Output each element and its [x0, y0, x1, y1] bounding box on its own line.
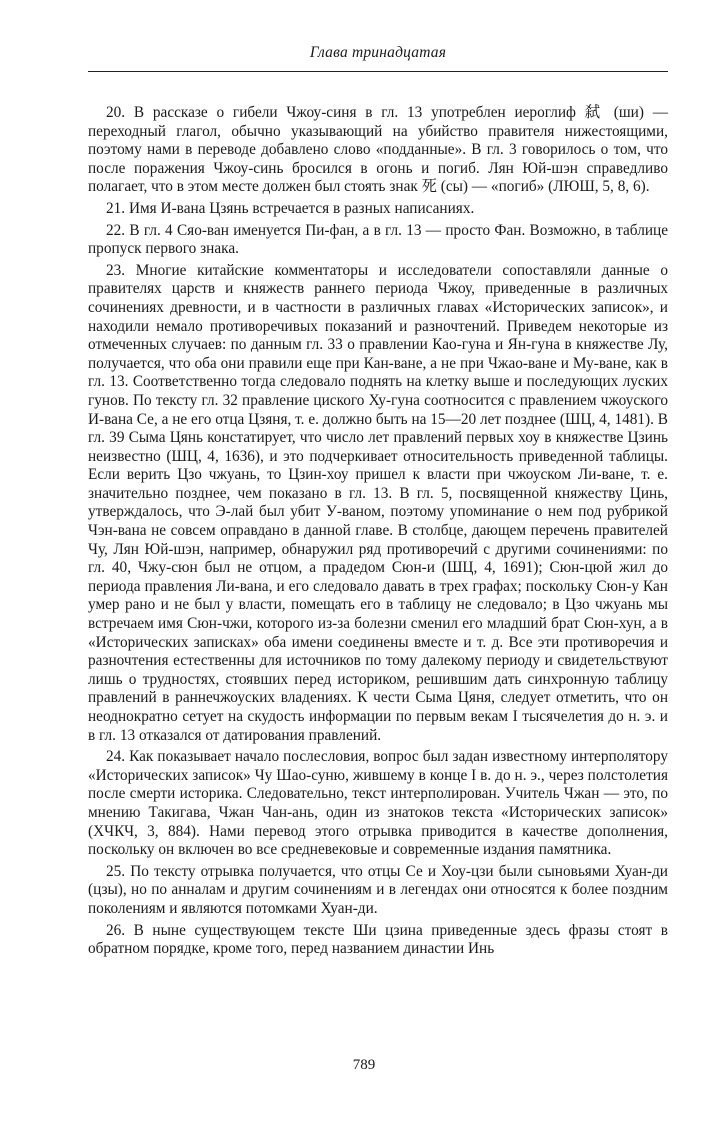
chapter-title: Глава тринадцатая [309, 44, 447, 61]
note-25: 25. По тексту отрывка получается, что отцы Се и Хоу-цзи были сыновьями Хуан-ди (цзы), но по анналам и другим сочинениям и в легендах они относятся к более поздним поколениям и являются потомками Хуан-ди. [88, 862, 668, 917]
note-24: 24. Как показывает начало послесловия, вопрос был задан известному интерполятору «Исторических записок» Чу Шао-суню, жившему в конце I в. до н. э., через полстолетия после смерти историка. Следовательно, текст интерполирован. Учитель Чжан — это, по мнению Такигава, Чжан Чан-ань, один из знатоков текста «Исторических записок» (ХЧКЧ, 3, 884). Нами перевод этого отрывка приводится в качестве дополнения, поскольку он включен во все средневековые и современные издания памятника. [88, 748, 668, 859]
note-23: 23. Многие китайские комментаторы и исследователи сопоставляли данные о правителях царств и княжеств раннего периода Чжоу, приведенные в различных сочинениях древности, и в частности в различных главах «Исторических записок», и находили немало противоречивых показаний и разночтений. Приведем некоторые из отмеченных случаев: по данным гл. 33 о правлении Као-гуна и Ян-гуна в княжестве Лу, получается, что оба они правили еще при Кан-ване, а не при Чжао-ване и Му-ване, как в гл. 13. Соответственно тогда следовало поднять на клетку выше и последующих луских гунов. По тексту гл. 32 правление циского Ху-гуна соотносится с правлением чжоуского И-вана Се, а не его отца Цзяня, т. е. должно быть на 15—20 лет позднее (ШЦ, 4, 1481). В гл. 39 Сыма Цянь констатирует, что число лет правлений первых хоу в княжестве Цзинь неизвестно (ШЦ, 4, 1636), и это подчеркивает относительность приведенной таблицы. Если верить Цзо чжуань, то Цзин-хоу пришел к власти при чжоуском Ли-ване, т. е. значительно позднее, чем показано в гл. 13. В гл. 5, посвященной княжеству Цинь, утверждалось, что Э-лай был убит У-ваном, поэтому упоминание о нем под рубрикой Чэн-вана не совсем оправдано в данной главе. В столбце, дающем перечень правителей Чу, Лян Юй-шэн, например, обнаружил ряд противоречий с другими сочинениями: по гл. 40, Чжу-сюн был не отцом, а прадедом Сюн-и (ШЦ, 4, 1691); Сюн-цюй жил до периода правления Ли-вана, и его следовало давать в трех графах; поскольку Сюн-у Кан умер рано и не был у власти, помещать его в таблицу не следовало; в Цзо чжуань мы встречаем имя Сюн-чжи, которого из-за болезни сменил его младший брат Сюн-хун, а в «Исторических записках» оба имени соединены вместе и т. д. Все эти противоречия и разночтения естественны для источников по тому далекому периоду и свидетельствуют лишь о трудностях, стоявших перед историком, решившим дать синхронную таблицу правлений в раннечжоуских владениях. К чести Сыма Цяня, следует отметить, что он неоднократно сетует на скудость информации по первым векам I тысячелетия до н. э. и в гл. 13 отказался от датирования правлений. [88, 261, 668, 744]
note-22: 22. В гл. 4 Сяо-ван именуется Пи-фан, а в гл. 13 — просто Фан. Возможно, в таблице пропуск первого знака. [88, 221, 668, 258]
notes-body [88, 104, 668, 959]
header-rule [88, 71, 668, 72]
note-21: 21. Имя И-вана Цзянь встречается в разных написаниях. [106, 199, 475, 217]
note-26: 26. В ныне существующем тексте Ши цзина приведенные здесь фразы стоят в обратном порядке, кроме того, перед названием династии Инь [88, 921, 668, 958]
note-20: 20. В рассказе о гибели Чжоу-синя в гл. 13 употреблен иероглиф 弑 (ши) — переходный глагол, обычно указывающий на убийство правителя нижестоящими, поэтому нами в переводе добавлено слово «подданные». В гл. 3 говорилось о том, что после поражения Чжоу-синь бросился в огонь и погиб. Лян Юй-шэн справедливо полагает, что в этом месте должен был стоять знак 死 (сы) — «погиб» (ЛЮШ, 5, 8, 6). [88, 104, 668, 196]
page-number: 789 [352, 1057, 376, 1073]
running-header [88, 0, 668, 74]
